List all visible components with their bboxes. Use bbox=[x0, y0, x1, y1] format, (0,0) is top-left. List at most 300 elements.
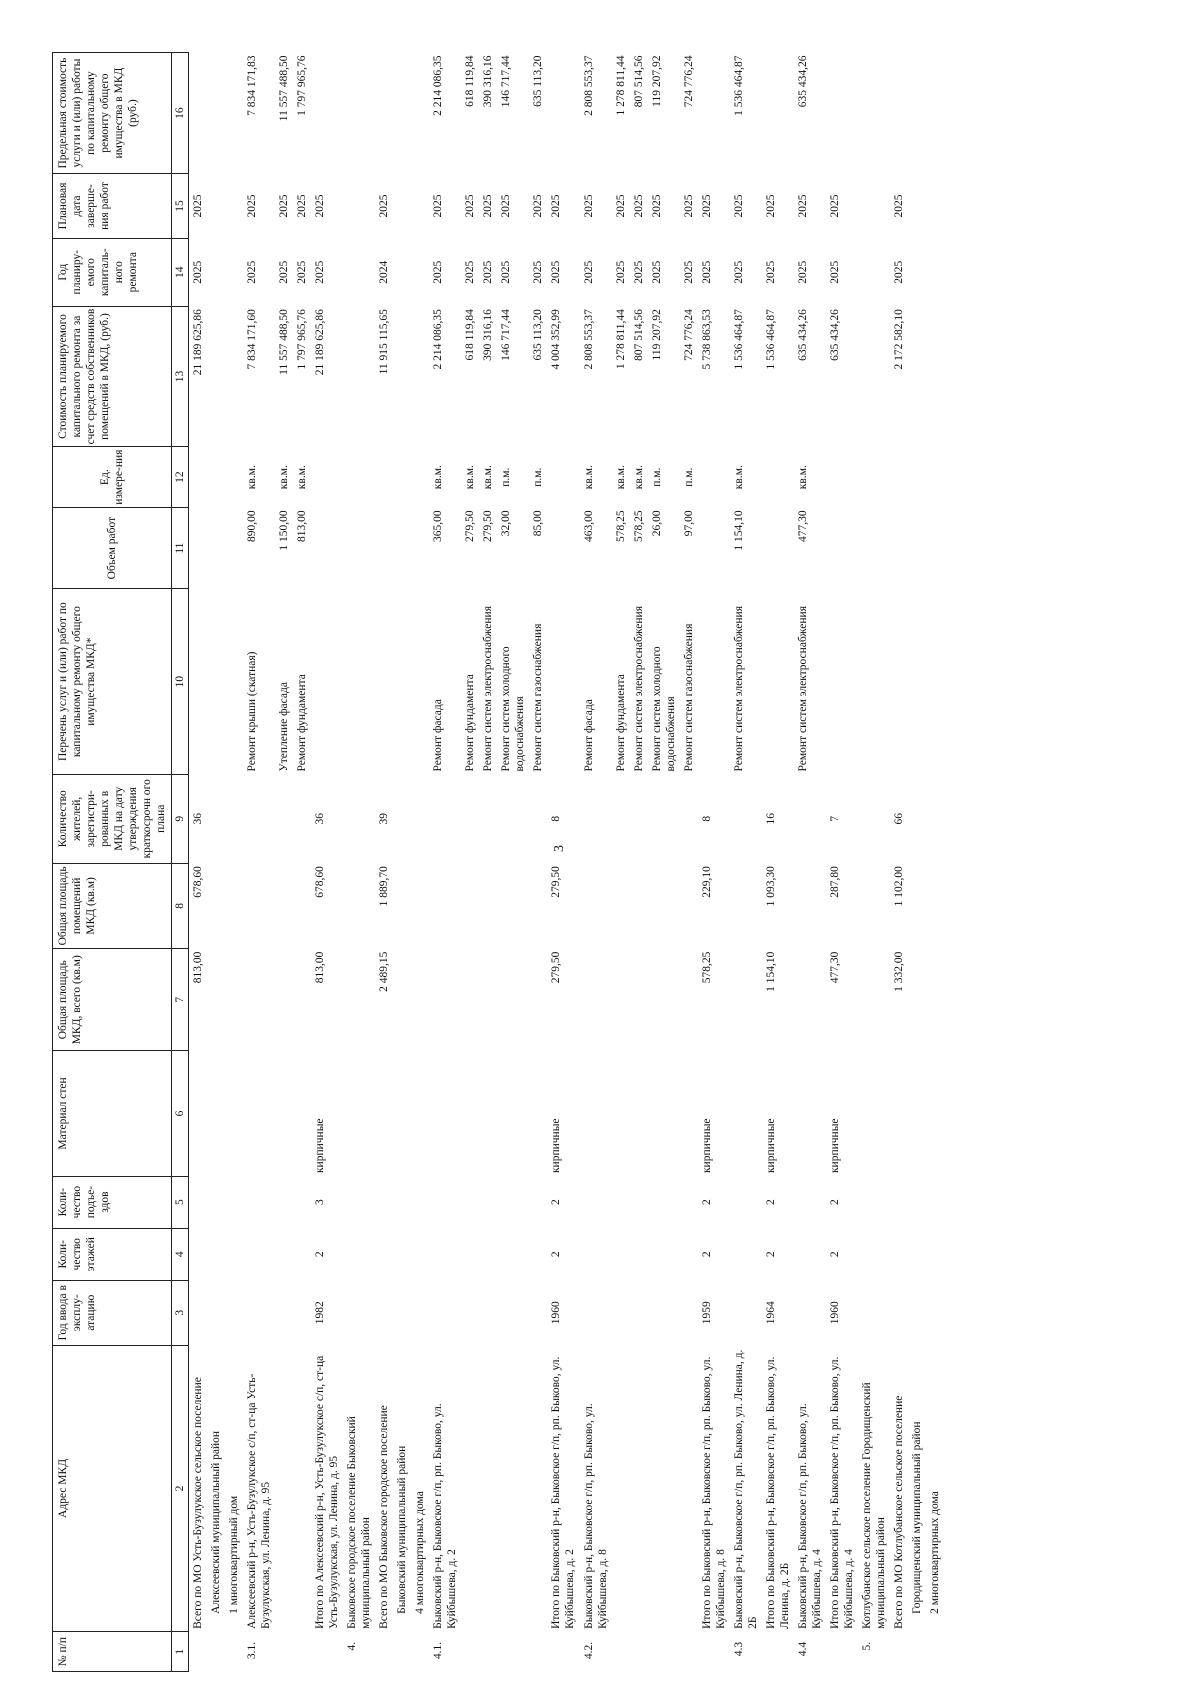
cell-col-9 bbox=[393, 774, 411, 863]
cell-col-2: Быковский муниципальный район bbox=[396, 1445, 409, 1614]
cell-col-16: 2 214 086,35 bbox=[432, 55, 445, 116]
header-cell: Количество жителей, зарегистри-рованных в МКД на дату утверждения краткосрочн ого плана bbox=[53, 774, 172, 863]
cell-col-2: 4 многоквартирных дома bbox=[414, 1491, 427, 1614]
cell-col-12 bbox=[375, 447, 393, 508]
cell-col-1 bbox=[275, 1632, 293, 1672]
table-row-data bbox=[461, 53, 479, 1672]
cell-col-3 bbox=[794, 1280, 826, 1345]
cell-col-12: кв.м. bbox=[482, 465, 495, 490]
cell-col-14: 2024 bbox=[378, 260, 391, 284]
cell-col-12 bbox=[926, 447, 944, 508]
cell-col-13: 21 189 625,86 bbox=[192, 309, 205, 376]
cell-col-1 bbox=[311, 1632, 343, 1672]
cell-col-1 bbox=[207, 1632, 225, 1672]
cell-col-14: 2025 bbox=[278, 260, 291, 284]
cell-col-15 bbox=[908, 174, 926, 239]
cell-col-15 bbox=[926, 174, 944, 239]
cell-col-12: кв.м. bbox=[796, 465, 809, 490]
cell-col-12 bbox=[908, 447, 926, 508]
cell-col-7 bbox=[225, 949, 243, 1051]
cell-col-16: 119 207,92 bbox=[650, 55, 663, 107]
cell-col-7: 2 489,15 bbox=[378, 951, 391, 992]
cell-col-6 bbox=[293, 1051, 311, 1176]
cell-col-11: 463,00 bbox=[582, 510, 595, 543]
cell-col-10: Ремонт систем электроснабжения bbox=[732, 605, 745, 772]
cell-col-10: Ремонт фасада bbox=[582, 699, 595, 772]
cell-col-2: Быковский р-н, Быковское г/п, рп. Быково, ул. Ленина, д. 2Б bbox=[732, 1349, 759, 1629]
cell-col-4 bbox=[411, 1228, 429, 1280]
cell-col-3 bbox=[189, 1280, 208, 1345]
cell-col-11: 578,25 bbox=[632, 510, 645, 543]
cell-col-9 bbox=[293, 774, 311, 863]
cell-col-16: 635 113,20 bbox=[532, 55, 545, 107]
cell-col-12 bbox=[698, 447, 730, 508]
cell-col-12: п.м. bbox=[500, 467, 513, 487]
cell-col-5 bbox=[429, 1176, 461, 1228]
cell-col-9: 7 bbox=[828, 815, 841, 822]
cell-col-7 bbox=[293, 949, 311, 1051]
cell-col-7 bbox=[343, 949, 375, 1051]
cell-col-12 bbox=[547, 447, 579, 508]
cell-col-11: 32,00 bbox=[500, 510, 513, 537]
cell-col-4 bbox=[293, 1228, 311, 1280]
cell-col-11 bbox=[311, 507, 343, 588]
cell-col-10 bbox=[762, 589, 794, 775]
cell-col-5: 2 bbox=[764, 1199, 777, 1205]
cell-col-5 bbox=[189, 1176, 208, 1228]
cell-col-3 bbox=[926, 1280, 944, 1345]
cell-col-10 bbox=[225, 589, 243, 775]
cell-col-15: 2025 bbox=[828, 194, 841, 218]
cell-col-14: 2025 bbox=[246, 260, 259, 284]
cell-col-8 bbox=[858, 863, 890, 949]
column-number: 6 bbox=[172, 1051, 189, 1176]
column-number: 14 bbox=[172, 238, 189, 306]
cell-col-12 bbox=[826, 447, 858, 508]
cell-col-2: Быковский р-н, Быковское г/п, рп. Быково, ул. Куйбышева, д. 2 bbox=[432, 1403, 459, 1629]
cell-col-5 bbox=[648, 1176, 680, 1228]
cell-col-5 bbox=[730, 1176, 762, 1228]
cell-col-3 bbox=[225, 1280, 243, 1345]
cell-col-4 bbox=[189, 1228, 208, 1280]
table-row-cat bbox=[908, 53, 926, 1672]
cell-col-8 bbox=[429, 863, 461, 949]
cell-col-13: 1 278 811,44 bbox=[614, 309, 627, 370]
table-row-cat bbox=[393, 53, 411, 1672]
cell-col-14 bbox=[393, 238, 411, 306]
cell-col-1 bbox=[890, 1632, 908, 1672]
column-number: 4 bbox=[172, 1228, 189, 1280]
cell-col-3: 1960 bbox=[828, 1301, 841, 1325]
cell-col-15 bbox=[411, 174, 429, 239]
cell-col-2 bbox=[648, 1345, 680, 1632]
cell-col-13: 618 119,84 bbox=[464, 309, 477, 361]
cell-col-9 bbox=[926, 774, 944, 863]
cell-col-4 bbox=[343, 1228, 375, 1280]
cell-col-8: 678,60 bbox=[192, 866, 205, 898]
cell-col-15: 2025 bbox=[582, 194, 595, 218]
header-cell: Коли-чество этажей bbox=[53, 1228, 172, 1280]
cell-col-16: 724 776,24 bbox=[682, 55, 695, 108]
cell-col-9 bbox=[529, 774, 547, 863]
cell-col-6 bbox=[630, 1051, 648, 1176]
cell-col-7 bbox=[393, 949, 411, 1051]
cell-col-16 bbox=[207, 53, 225, 174]
table-row-head bbox=[189, 53, 208, 1672]
cell-col-13 bbox=[207, 306, 225, 447]
header-cell: Год ввода в эксплу-атацию bbox=[53, 1280, 172, 1345]
cell-col-8 bbox=[275, 863, 293, 949]
table-row-cat bbox=[926, 53, 944, 1672]
cell-col-10: Ремонт систем электроснабжения bbox=[796, 605, 809, 772]
cell-col-1 bbox=[908, 1632, 926, 1672]
cell-col-15: 2025 bbox=[700, 194, 713, 218]
cell-col-14 bbox=[858, 238, 890, 306]
cell-col-6 bbox=[858, 1051, 890, 1176]
cell-col-5: 2 bbox=[828, 1199, 841, 1205]
table-row-data bbox=[497, 53, 529, 1672]
cell-col-1 bbox=[375, 1632, 393, 1672]
cell-col-13: 146 717,44 bbox=[500, 309, 513, 361]
cell-col-2: Алексеевский муниципальный район bbox=[210, 1430, 223, 1614]
cell-col-8: 279,50 bbox=[550, 866, 563, 898]
cell-col-15: 2025 bbox=[532, 194, 545, 218]
cell-col-3: 1964 bbox=[764, 1301, 777, 1325]
cell-col-1 bbox=[926, 1632, 944, 1672]
cell-col-1 bbox=[225, 1632, 243, 1672]
cell-col-5 bbox=[529, 1176, 547, 1228]
cell-col-9 bbox=[908, 774, 926, 863]
cell-col-11 bbox=[189, 507, 208, 588]
cell-col-16 bbox=[189, 53, 208, 174]
cell-col-6 bbox=[648, 1051, 680, 1176]
cell-col-1 bbox=[411, 1632, 429, 1672]
cell-col-4 bbox=[243, 1228, 275, 1280]
cell-col-6: кирпичные bbox=[550, 1118, 563, 1174]
cell-col-13: 1 536 464,87 bbox=[732, 309, 745, 370]
cell-col-8: 287,80 bbox=[828, 866, 841, 898]
column-number: 2 bbox=[172, 1345, 189, 1632]
cell-col-5 bbox=[890, 1176, 908, 1228]
cell-col-8 bbox=[479, 863, 497, 949]
cell-col-1: 3.1. bbox=[246, 1641, 259, 1660]
cell-col-15: 2025 bbox=[614, 194, 627, 218]
cell-col-3: 1960 bbox=[550, 1301, 563, 1325]
cell-col-7 bbox=[730, 949, 762, 1051]
cell-col-6 bbox=[189, 1051, 208, 1176]
cell-col-11: 890,00 bbox=[246, 510, 259, 543]
cell-col-11 bbox=[393, 507, 411, 588]
cell-col-5 bbox=[612, 1176, 630, 1228]
cell-col-3 bbox=[393, 1280, 411, 1345]
cell-col-7 bbox=[630, 949, 648, 1051]
cell-col-14 bbox=[225, 238, 243, 306]
cell-col-1 bbox=[293, 1632, 311, 1672]
cell-col-13 bbox=[225, 306, 243, 447]
cell-col-13: 807 514,56 bbox=[632, 309, 645, 361]
cell-col-10: Ремонт систем газоснабжения bbox=[682, 623, 695, 772]
cell-col-2: Быковский р-н, Быковское г/п, рп. Быково, ул. Куйбышева, д. 4 bbox=[796, 1403, 823, 1629]
cell-col-2 bbox=[612, 1345, 630, 1632]
cell-col-14: 2025 bbox=[828, 260, 841, 284]
cell-col-4 bbox=[375, 1228, 393, 1280]
cell-col-11 bbox=[411, 507, 429, 588]
cell-col-14: 2025 bbox=[296, 260, 309, 284]
cell-col-13: 724 776,24 bbox=[682, 309, 695, 361]
cell-col-5 bbox=[243, 1176, 275, 1228]
cell-col-14: 2025 bbox=[682, 260, 695, 284]
cell-col-6 bbox=[680, 1051, 698, 1176]
cell-col-9 bbox=[630, 774, 648, 863]
cell-col-16 bbox=[698, 53, 730, 174]
cell-col-3 bbox=[648, 1280, 680, 1345]
cell-col-10 bbox=[393, 589, 411, 775]
cell-col-2: Алексеевский р-н, Усть-Бузулукское с/п, ст-ца Усть-Бузулукская, ул. Ленина, д. 95 bbox=[246, 1373, 273, 1629]
cell-col-13: 2 808 553,37 bbox=[582, 309, 595, 370]
cell-col-12 bbox=[225, 447, 243, 508]
cell-col-13 bbox=[343, 306, 375, 447]
cell-col-11 bbox=[926, 507, 944, 588]
cell-col-1: 4.3 bbox=[732, 1641, 745, 1657]
cell-col-4 bbox=[908, 1228, 926, 1280]
cell-col-9 bbox=[429, 774, 461, 863]
cell-col-6 bbox=[730, 1051, 762, 1176]
cell-col-2 bbox=[529, 1345, 547, 1632]
cell-col-1: 4.2. bbox=[582, 1641, 595, 1660]
cell-col-7: 578,25 bbox=[700, 951, 713, 984]
cell-col-11 bbox=[698, 507, 730, 588]
cell-col-11: 477,30 bbox=[796, 510, 809, 543]
cell-col-2: Всего по МО Котлубанское сельское поселение bbox=[892, 1395, 905, 1629]
cell-col-12 bbox=[393, 447, 411, 508]
cell-col-6 bbox=[207, 1051, 225, 1176]
cell-col-5 bbox=[497, 1176, 529, 1228]
cell-col-8 bbox=[908, 863, 926, 949]
cell-col-16 bbox=[225, 53, 243, 174]
table-body bbox=[172, 53, 944, 1672]
cell-col-16: 7 834 171,83 bbox=[246, 55, 259, 116]
cell-col-6 bbox=[497, 1051, 529, 1176]
cell-col-9: 36 bbox=[314, 813, 327, 825]
cell-col-6 bbox=[275, 1051, 293, 1176]
cell-col-10 bbox=[207, 589, 225, 775]
cell-col-2: Итого по Быковский р-н, Быковское г/п, рп. Быково, ул. Куйбышева, д. 8 bbox=[700, 1356, 727, 1629]
cell-col-4 bbox=[429, 1228, 461, 1280]
cell-col-13: 2 214 086,35 bbox=[432, 309, 445, 370]
cell-col-12: кв.м. bbox=[278, 465, 291, 490]
cell-col-5 bbox=[479, 1176, 497, 1228]
cell-col-3 bbox=[479, 1280, 497, 1345]
cell-col-15: 2025 bbox=[796, 194, 809, 218]
cell-col-14 bbox=[411, 238, 429, 306]
cell-col-4 bbox=[207, 1228, 225, 1280]
cell-col-4 bbox=[461, 1228, 479, 1280]
cell-col-3 bbox=[207, 1280, 225, 1345]
column-number: 5 bbox=[172, 1176, 189, 1228]
table-row-total bbox=[698, 53, 730, 1672]
cell-col-13: 11 915 115,65 bbox=[378, 309, 391, 375]
cell-col-7 bbox=[461, 949, 479, 1051]
cell-col-5 bbox=[343, 1176, 375, 1228]
cell-col-8 bbox=[648, 863, 680, 949]
cell-col-16: 1 536 464,87 bbox=[732, 55, 745, 116]
cell-col-6 bbox=[479, 1051, 497, 1176]
cell-col-11: 813,00 bbox=[296, 510, 309, 543]
cell-col-3: 1982 bbox=[314, 1301, 327, 1325]
table-row-data bbox=[275, 53, 293, 1672]
cell-col-9: 39 bbox=[378, 813, 391, 825]
cell-col-5 bbox=[225, 1176, 243, 1228]
cell-col-12 bbox=[890, 447, 908, 508]
cell-col-13: 390 316,16 bbox=[482, 309, 495, 361]
table-row-total bbox=[826, 53, 858, 1672]
cell-col-9 bbox=[794, 774, 826, 863]
cell-col-2 bbox=[497, 1345, 529, 1632]
cell-col-16: 11 557 488,50 bbox=[278, 55, 291, 122]
cell-col-7 bbox=[497, 949, 529, 1051]
cell-col-7: 813,00 bbox=[314, 951, 327, 984]
page-number: 3 bbox=[552, 845, 567, 852]
cell-col-9 bbox=[858, 774, 890, 863]
cell-col-2: Всего по МО Усть-Бузулукское сельское поселение bbox=[192, 1377, 205, 1629]
cell-col-7 bbox=[612, 949, 630, 1051]
column-number: 10 bbox=[172, 589, 189, 775]
cell-col-14: 2025 bbox=[700, 260, 713, 284]
cell-col-7: 279,50 bbox=[550, 951, 563, 984]
cell-col-16 bbox=[762, 53, 794, 174]
cell-col-5 bbox=[630, 1176, 648, 1228]
cell-col-16 bbox=[375, 53, 393, 174]
cell-col-15: 2025 bbox=[464, 194, 477, 218]
column-number: 1 bbox=[172, 1632, 189, 1672]
cell-col-10: Ремонт крыши (скатная) bbox=[246, 651, 259, 772]
cell-col-6: кирпичные bbox=[314, 1118, 327, 1174]
table-row-data bbox=[293, 53, 311, 1672]
table-row-data bbox=[429, 53, 461, 1672]
cell-col-8 bbox=[411, 863, 429, 949]
table-row-total bbox=[762, 53, 794, 1672]
cell-col-7: 1 332,00 bbox=[892, 951, 905, 992]
cell-col-11: 279,50 bbox=[482, 510, 495, 543]
cell-col-5: 2 bbox=[700, 1199, 713, 1205]
cell-col-9 bbox=[243, 774, 275, 863]
cell-col-10: Ремонт систем холодного водоснабжения bbox=[500, 646, 527, 772]
cell-col-16 bbox=[411, 53, 429, 174]
cell-col-3 bbox=[529, 1280, 547, 1345]
cell-col-8 bbox=[393, 863, 411, 949]
cell-col-9 bbox=[207, 774, 225, 863]
cell-col-13: 2 172 582,10 bbox=[892, 309, 905, 370]
cell-col-15 bbox=[343, 174, 375, 239]
cell-col-8 bbox=[293, 863, 311, 949]
cell-col-4 bbox=[648, 1228, 680, 1280]
table-row-data bbox=[479, 53, 497, 1672]
rotated-sheet bbox=[52, 52, 1197, 1672]
table-row-head bbox=[858, 53, 890, 1672]
cell-col-8: 678,60 bbox=[314, 866, 327, 898]
cell-col-15: 2025 bbox=[246, 194, 259, 218]
cell-col-6: кирпичные bbox=[828, 1118, 841, 1174]
cell-col-12: п.м. bbox=[682, 467, 695, 487]
cell-col-4 bbox=[630, 1228, 648, 1280]
cell-col-10 bbox=[698, 589, 730, 775]
header-cell: Объем работ bbox=[53, 507, 172, 588]
cell-col-8: 229,10 bbox=[700, 866, 713, 898]
column-number: 11 bbox=[172, 507, 189, 588]
cell-col-6 bbox=[908, 1051, 926, 1176]
table-row-data bbox=[529, 53, 547, 1672]
cell-col-13: 11 557 488,50 bbox=[278, 309, 291, 375]
header-cell: Общая площадь помещений МКД (кв.м) bbox=[53, 863, 172, 949]
cell-col-15 bbox=[225, 174, 243, 239]
header-row bbox=[53, 53, 172, 1672]
cell-col-14: 2025 bbox=[500, 260, 513, 284]
cell-col-3 bbox=[293, 1280, 311, 1345]
cell-col-10: Ремонт фундамента bbox=[296, 674, 309, 772]
header-cell: № п/п bbox=[53, 1632, 172, 1672]
cell-col-2: Итого по Быковский р-н, Быковское г/п, рп. Быково, ул. Куйбышева, д. 4 bbox=[828, 1356, 855, 1629]
cell-col-3 bbox=[275, 1280, 293, 1345]
cell-col-13 bbox=[411, 306, 429, 447]
cell-col-4 bbox=[529, 1228, 547, 1280]
cell-col-10 bbox=[411, 589, 429, 775]
cell-col-7 bbox=[926, 949, 944, 1051]
table-row-head bbox=[375, 53, 393, 1672]
cell-col-2 bbox=[630, 1345, 648, 1632]
cell-col-15: 2025 bbox=[500, 194, 513, 218]
cell-col-13: 7 834 171,60 bbox=[246, 309, 259, 370]
cell-col-3 bbox=[612, 1280, 630, 1345]
cell-col-15: 2025 bbox=[278, 194, 291, 218]
cell-col-11 bbox=[547, 507, 579, 588]
cell-col-11: 578,25 bbox=[614, 510, 627, 543]
cell-col-14: 2025 bbox=[532, 260, 545, 284]
cell-col-11: 97,00 bbox=[682, 510, 695, 537]
cell-col-8 bbox=[680, 863, 698, 949]
cell-col-3 bbox=[680, 1280, 698, 1345]
cell-col-3 bbox=[730, 1280, 762, 1345]
cell-col-1 bbox=[461, 1632, 479, 1672]
cell-col-5 bbox=[680, 1176, 698, 1228]
cell-col-15: 2025 bbox=[650, 194, 663, 218]
cell-col-14: 2025 bbox=[764, 260, 777, 284]
cell-col-5 bbox=[908, 1176, 926, 1228]
cell-col-2: Котлубанское сельское поселение Городищенский муниципальный район bbox=[860, 1382, 887, 1629]
cell-col-9: 8 bbox=[550, 815, 563, 822]
cell-col-8: 1 093,30 bbox=[764, 866, 777, 907]
cell-col-14: 2025 bbox=[650, 260, 663, 284]
cell-col-3 bbox=[580, 1280, 612, 1345]
table-row-total bbox=[547, 53, 579, 1672]
cell-col-6 bbox=[890, 1051, 908, 1176]
table-row-total bbox=[311, 53, 343, 1672]
cell-col-14: 2025 bbox=[796, 260, 809, 284]
cell-col-3 bbox=[461, 1280, 479, 1345]
header-cell: Адрес МКД bbox=[53, 1345, 172, 1632]
header-cell: Материал стен bbox=[53, 1051, 172, 1176]
cell-col-7 bbox=[794, 949, 826, 1051]
table-row-cat bbox=[225, 53, 243, 1672]
cell-col-11: 26,00 bbox=[650, 510, 663, 537]
cell-col-13: 21 189 625,86 bbox=[314, 309, 327, 376]
cell-col-16 bbox=[343, 53, 375, 174]
cell-col-1 bbox=[826, 1632, 858, 1672]
cell-col-4: 2 bbox=[828, 1251, 841, 1258]
cell-col-10: Утепление фасада bbox=[278, 682, 291, 772]
cell-col-4 bbox=[858, 1228, 890, 1280]
cell-col-4 bbox=[275, 1228, 293, 1280]
cell-col-5 bbox=[375, 1176, 393, 1228]
